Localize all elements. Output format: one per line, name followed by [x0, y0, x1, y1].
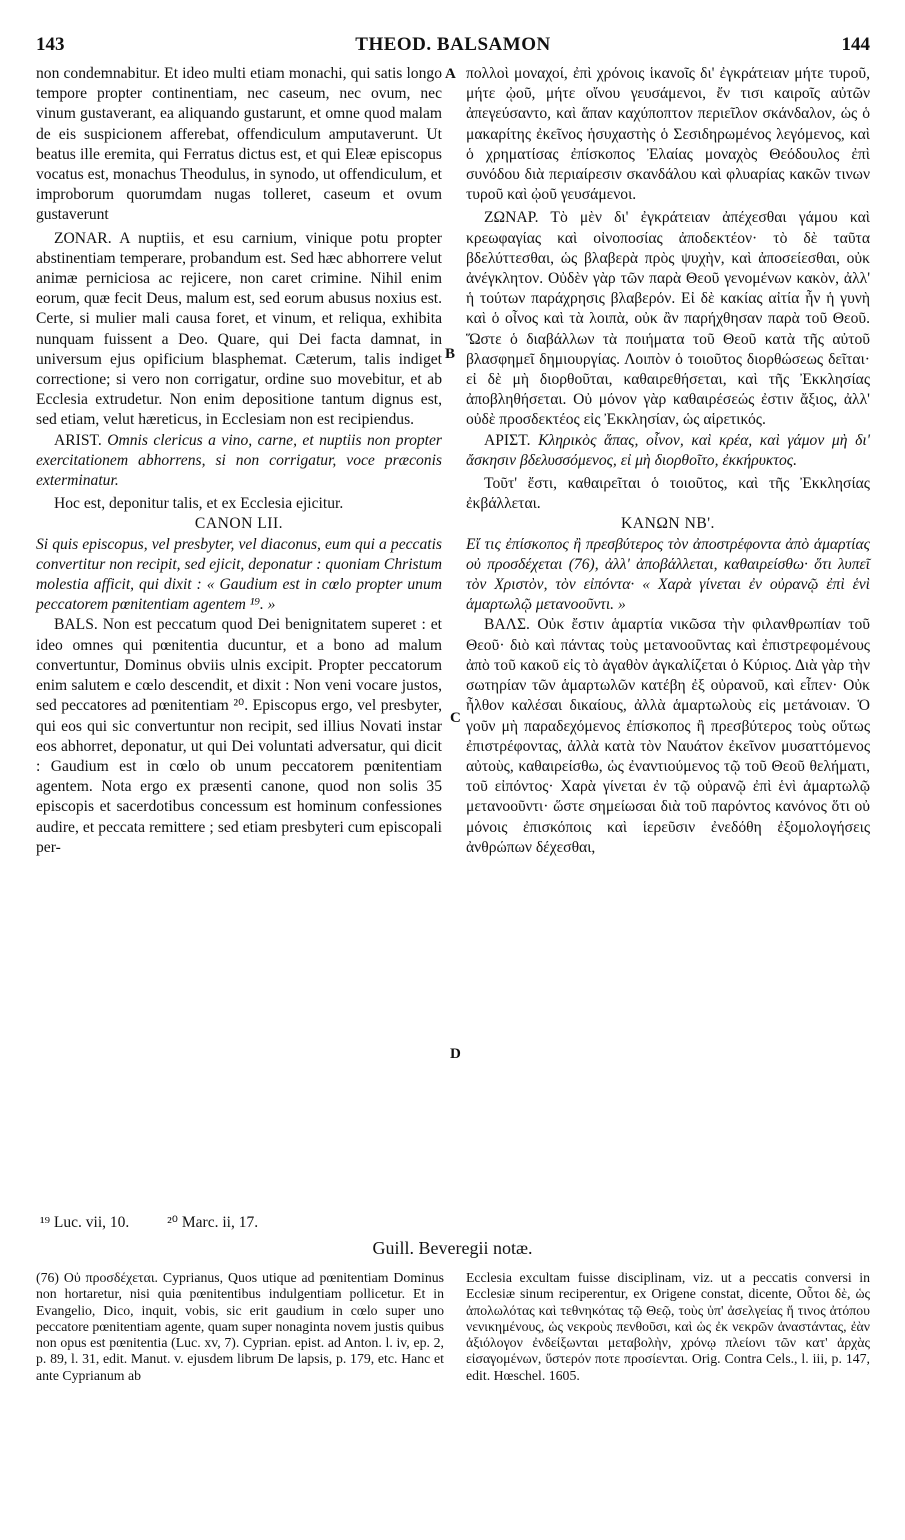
greek-zonaras-commentary — [466, 208, 870, 430]
greek-aristenus-label: ΑΡΙΣΤ. — [484, 431, 531, 449]
greek-zonaras-label: ΖΩΝΑΡ. — [484, 209, 539, 227]
latin-aristenus-label: ARIST. — [54, 431, 102, 449]
latin-zonaras-text: A nuptiis, et esu carnium, vinique potu propter abstinentiam temperare, probandum est. Sed hæc abhorrere velut animæ perniciosa ac rejicere, non caret crimine. Nihil enim eorum, quæ fecit Deus, malum est, sed eorum abusus noxius est. Certe, si mulier mali causa foret, et vinum, et reliqua, exhibita nunquam fuissent a Deo. Quare, qui Dei facta damnat, in universum ejus opificium blasphemat. Cæterum, talis indiget correctione; si vero non corrigatur, ordine suo movebitur, et ab Ecclesia extrudetur. Non enim depositione tantum dignus est, sed etiam, velut hæreticus, in Ecclesiam non est recipiendus. — [36, 229, 442, 429]
running-header — [36, 34, 870, 60]
latin-aristenus-commentary — [36, 431, 442, 492]
latin-canon-heading: CANON LII. — [194, 515, 284, 533]
notes-title: Guill. Beveregii notæ. — [372, 1238, 533, 1258]
margin-letter-c: C — [450, 710, 461, 726]
footnotes — [40, 1213, 292, 1232]
latin-zonaras-commentary — [36, 229, 442, 431]
latin-aristenus-text: Omnis clericus a vino, carne, et nuptiis non propter exercitationem abhorrens, si non corrigatur, voce præconis exterminatur. — [36, 431, 442, 490]
greek-balsamon-label: ΒΑΛΣ. — [484, 616, 530, 634]
latin-column — [36, 64, 442, 858]
page-number-left: 143 — [36, 34, 65, 55]
greek-paragraph-continuation: πολλοὶ μοναχοί, ἐπὶ χρόνοις ἱκανοῖς δι' ἐγκράτειαν μήτε τυροῦ, μήτε ᾠοῦ, μήτε οἴνου γευσάμενοι, ἔν τισι καιροῖς αὐτῶν ἀπεγεύσαντο, καὶ ἅπαν καχύποπτον περιεῖλον σκάνδαλον, ὡς ὁ μακαρίτης ἐκεῖνος ἡσυχαστὴς ὁ Σεσιδηρωμένος λεγόμενος, καὶ ὁ χρηματίσας ἐπίσκοπος Ἐλαίας μοναχὸς Θεόδουλος ἐπὶ συνόδου διὰ περιαίρεσιν σκανδάλου καὶ φλυαρίας κακῶν τινων τυροῦ καὶ ᾠοῦ γευσάμενοι. — [466, 65, 870, 204]
margin-letter-d: D — [450, 1046, 461, 1062]
greek-zonaras-text: Τὸ μὲν δι' ἐγκράτειαν ἀπέχεσθαι γάμου καὶ κρεωφαγίας καὶ οἰνοποσίας ἀποδεκτέον· τὸ δὲ ταῦτα βδελύττεσθαι, ὡς βλαβερὰ πρὸς ψυχὴν, καὶ ἀποσείεσθαι, οὐκ ἀνέγκλητον. Οὐδὲν γὰρ τῶν παρὰ Θεοῦ γενομένων κακὸν, ἀλλ' ἡ τούτων παράχρησις βλαβερόν. Εἰ δὲ κακίας αἰτία ἦν ἡ γυνὴ καὶ ὁ οἶνος καὶ τὰ λοιπὰ, οὐκ ἂν παρήχθησαν παρὰ τοῦ Θεοῦ. Ὥστε ὁ διαβάλλων τὰ ποιήματα τοῦ Θεοῦ κατὰ τῆς αὐτοῦ βλασφημεῖ δημιουργίας. Λοιπὸν ὁ τοιοῦτος διορθώσεως δεῖται· εἰ δὲ μὴ διορθοῦται, καθαιρεθήσεται, καὶ τῆς Ἐκκλησίας ἀποβληθήσεται. Οὐ μόνον γὰρ καθαιρέσεώς ἐστιν ἄξιος, ἀλλ' οὐδὲ προσδεκτέος εἰς Ἐκκλησίαν, ὡς αἱρετικός. — [466, 209, 870, 429]
footnote: ¹⁹ Luc. vii, 10. — [40, 1214, 130, 1231]
latin-balsamon-commentary — [36, 615, 442, 857]
greek-aristenus-commentary — [466, 431, 870, 471]
notes-left-column — [36, 1270, 444, 1384]
margin-letter-a: A — [445, 66, 456, 82]
running-title: THEOD. BALSAMON — [355, 34, 551, 55]
latin-hoc-est: Hoc est, deponitur talis, et ex Ecclesia ejicitur. — [54, 495, 344, 513]
greek-canon-heading: ΚΑΝΩΝ ΝΒ'. — [621, 515, 715, 533]
greek-balsamon-commentary — [466, 615, 870, 857]
margin-letter-b: B — [445, 346, 456, 362]
latin-zonaras-label: ZONAR. — [54, 229, 112, 247]
notes-right-column — [466, 1270, 870, 1384]
greek-column — [466, 64, 870, 858]
note-text-left: (76) Οὐ προσδέχεται. Cyprianus, Quos utique ad pœnitentiam Dominus non hortaretur, nisi quia pœnitentibus indulgentiam pollicetur. Et in Evangelio, Dico, inquit, vobis, sic erit gaudium in cœlo super uno peccatore pœnitentiam agente, quam super nonaginta novem justis quibus non opus est pœnitentia (Luc. xv, 7). Cyprian. epist. ad Anton. l. iv, ep. 2, p. 89, l. 31, edit. Manut. v. ejusdem librum De lapsis, p. 179, etc. Hanc et ante Cyprianum ab — [36, 1270, 444, 1383]
footnote: ²⁰ Marc. ii, 17. — [167, 1214, 259, 1231]
greek-balsamon-text: Οὐκ ἔστιν ἁμαρτία νικῶσα τὴν φιλανθρωπίαν τοῦ Θεοῦ· διὸ καὶ πάντας τοὺς μετανοοῦντας καὶ ἐπιστρεφομένους ἀπὸ τοῦ κακοῦ εἰς τὸ ἀγαθὸν ἀγκαλίζεται ὁ Κύριος. Διὰ γὰρ τὴν σωτηρίαν τῶν ἁμαρτωλῶν κατέβη ἐξ οὐρανοῦ, καὶ εἶπεν· Οὐκ ἦλθον καλέσαι δικαίους, ἀλλὰ ἁμαρτωλοὺς εἰς μετάνοιαν. Ὁ γοῦν μὴ παραδεχόμενος ἐπίσκοπος ἢ πρεσβύτερος τοὺς οὕτως ἐπιστρέφοντας, ἀλλὰ κατὰ τὸν Ναυάτον ἐκεῖνον μυσαττόμενος αὐτοὺς, καθαιρείσθω, ὡς ἐναντιούμενος τῷ τοῦ Θεοῦ θελήματι, τοῦ εἰπόντος· Χαρὰ γίνεται ἐν τῷ οὐρανῷ ἐπὶ ἑνὶ ἁμαρτωλῷ μετανοοῦντι· ὥστε σημείωσαι διὰ τοῦ παρόντος κανόνος ὅτι οὐ μόνοις ἐπισκόποις καὶ ἱερεῦσιν ἐνεδόθη ἐξομολογήσεις ἀνθρώπων δέχεσθαι, — [466, 616, 871, 856]
greek-aristenus-text: Κληρικὸς ἅπας, οἶνον, καὶ κρέα, καὶ γάμον μὴ δι' ἄσκησιν βδελυσσόμενος, εἰ μὴ διορθοῖτο, ἐκκήρυκτος. — [466, 431, 870, 469]
greek-touto-esti: Τοῦτ' ἔστι, καθαιρεῖται ὁ τοιοῦτος, καὶ τῆς Ἐκκλησίας ἐκβάλλεται. — [466, 475, 870, 513]
page-number-right: 144 — [841, 34, 870, 55]
latin-balsamon-label: BALS. — [54, 616, 98, 634]
latin-paragraph-continuation: non condemnabitur. Et ideo multi etiam monachi, qui satis longo tempore propter continentiam, nec caseum, nec ovum, nec vinum gustaverant, ea aliquando gustarunt, et omne quod malam de eis suspicionem afferebat, offendiculum amputaverunt. Ut beatus ille eremita, qui Ferratus dictus est, et qui Eleæ episcopus vocatus est, monachus Theodulus, in synodo, ut offendiculum, et improborum quorumdam nugas tolleret, caseum et ovum gustaverunt — [36, 65, 442, 224]
note-text-right: Ecclesia excultam fuisse disciplinam, viz. ut a peccatis conversi in Ecclesiæ sinum reciperentur, ex Origene constat, dicente, Οὗτοι δὲ, ὡς ἀπολωλότας καὶ τεθνηκότας τῷ Θεῷ, τοὺς ὑπ' ἀσελγείας ἤ τινος ἀτόπου νενικημένους, ὡς νεκροὺς πενθοῦσι, καὶ ὡς ἐκ νεκρῶν ἀναστάντας, ἐὰν ἀξιόλογον ἐνδείξωνται μεταβολὴν, χρόνῳ πλείονι τῶν κατ' ἀρχὰς εἰσαγομένων, ὕστερόν ποτε προσίενται. Orig. Contra Cels., l. iii, p. 147, edit. Hœschel. 1605. — [466, 1270, 870, 1383]
greek-canon-text: Εἴ τις ἐπίσκοπος ἢ πρεσβύτερος τὸν ἀποστρέφοντα ἀπὸ ἁμαρτίας οὐ προσδέχεται (76), ἀλλ' ἀποβάλλεται, καθαιρείσθω· ὅτι λυπεῖ τὸν Χριστὸν, τὸν εἰπόντα· « Χαρὰ γίνεται ἐν οὐρανῷ ἐπὶ ἑνὶ ἁμαρτωλῷ μετανοοῦντι. » — [466, 535, 870, 614]
latin-balsamon-text: Non est peccatum quod Dei benignitatem superet : et ideo omnes qui pœnitentia ducuntur, et a bono ad malum convertuntur, Dominus obviis ulnis excipit. Propter peccatorum enim salutem e cœlo descendit, et dixit : Non veni vocare justos, sed peccatores ad pœnitentiam ²⁰. Episcopus ergo, vel presbyter, qui eos qui sic convertuntur non recipit, sed illius Novati instar eos abhorret, deponatur, ut qui Dei voluntati adversatur, qui dicit : Gaudium est in cœlo ob unum peccatorem pœnitentiam agentem. Nota ergo ex præsenti canone, quod non solis 35 episcopis et sacerdotibus concessum est hominum confessiones audire, et peccata remittere ; sed etiam presbyteri cum episcopali per- — [36, 616, 442, 856]
latin-canon-text: Si quis episcopus, vel presbyter, vel diaconus, eum qui a peccatis convertitur non recipit, sed ejicit, deponatur : quoniam Christum molestia afficit, qui dixit : « Gaudium est in cœlo propter unum peccatorem pœnitentiam agentem ¹⁹. » — [36, 535, 442, 614]
